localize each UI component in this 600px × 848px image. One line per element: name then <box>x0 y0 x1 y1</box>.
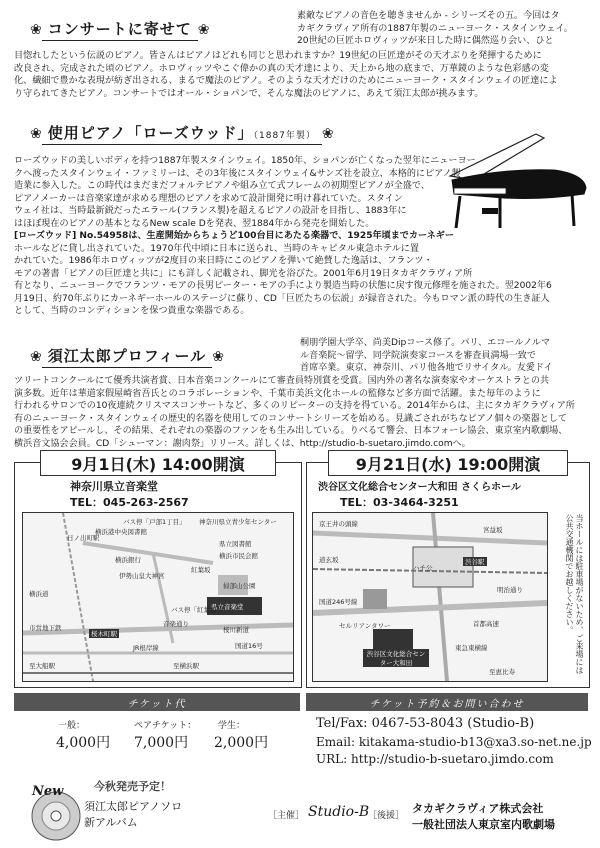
ticket-band: チケット代 <box>14 693 300 711</box>
event1-venue: 神奈川県立音楽堂 <box>70 480 158 493</box>
piano-body: ローズウッドの美しいボディを持つ1887年製スタインウェイ。1850年、ショパンが亡くなった翌年にニューヨー クへ渡ったスタインウェイ・ファミリーは、その3年後にスタインウェイ&サンズ社を設立、本格的にピアノ製 造業に参入した。この時代はまだまだフォルテピアノや組み立て式フレームの初期型ピアノが全盛で、 ピアノメーカーは音楽家達が求める理想のピアノを求めて設計開発に明け暮れていた。スタイン ウェイ社は、当時最新鋭だったエラール(フランス製)を超えるピアノの設計を目指し、1883年に はほぼ現在のピアノの基本となるNew scale Dを発表、翌1884年から発売を開始した。 [ローズウッド] No.54958は、生産開始からちょうど100台目にあたる楽器で、1925年頃までカーネギー ホールなどに貸し出されていた。1970年代中頃に日本に送られ、当時のキャピタル東急ホテルに置 かれていた。1986年ホロヴィッツが2度目の来日時にこのピアノを弾いて絶賛した逸話は、フランツ・ モアの著書「ピアノの巨匠達と共に」にも詳しく記載され、脚光を浴びた。2001年6月19日タカギクラヴィア所 有となり、ニューヨークでフランツ・モアの長男ピーター・モアの手により製造当時の状態に戻す復元修理を施された。翌2002年6 月19日、約70年ぶりにカーネギーホールのステージに蘇り、CD「巨匠たちの伝説」が録音された。今もロマン派の時代の生き証人 として、当時のコンディションを保つ貴重な楽器である。 <box>14 156 552 316</box>
sponsor-main-label: ［主催］ <box>268 811 305 821</box>
ticket-general-label: 一般： <box>58 721 86 731</box>
concert-body: 目惚れしたという伝説のピアノ。皆さんはピアノはどれも同じと思われますか？19世紀の巨匠達がその天才ぶりを発揮するために 改良され、完成された頃のピアノ。ホロヴィッツやこぐ偉かの真の天才達により、天上から地の底まで、万華鏡のような色彩感の変 化、繊細で豊かな表現が紡ぎ出される、まるで魔法のピアノ。そのような天才だけのためにニューヨーク・スタインウェイの匠達によ り守られてきたピアノ。コンサートではオール・ショパンで、そんな魔法のピアノに、あえて須江太郎が挑みます。 <box>14 51 558 99</box>
concert-heading: ❀ コンサートに寄せて ❀ <box>30 18 209 41</box>
profile-intro: 桐朋学園大学卒、尚美Dipコース修了。パリ、エコールノルマ ル音楽院～留学、同学院演奏家コースを審査員満場一致で 首席卒業。東京、神奈川、パリ他各地でリサイタル。友愛ドイ <box>300 338 553 373</box>
ornament-icon: ❀ <box>212 348 224 365</box>
ticket-student-label: 学生： <box>218 721 246 731</box>
profile-body: ツリートコンクールにて優秀共演者賞、日本音楽コンクールにて審査員特別賞を受賞。国内外の著名な演奏家やオーケストラとの共 演多数。近年は華道家假屋崎省吾氏とのコラボレーションや、千葉市美浜文化ホールの監修など多方面で活躍。また毎年のように 行われるサロンでの10夜連続クリスマスコンサートなど、多くのリピーターの支持を得ている。2014年からは、主にタカギクラヴィア所 有のニューヨーク・スタインウェイの歴史的名器を使用してのコンサートシリーズを始める。見識ごされがちなピアノ個々の楽器として の重要性をアピールし、その結果、それぞれの楽器のファンをも生み出している。りべるて響会、日本フォーレ協会、東京室内歌劇場、 横浜音文協会会員。CD「シューマン：謝肉祭」リリース。詳しくは、http://studio-b-suetaro.jimdo.comへ。 <box>14 376 575 449</box>
event2-venue: 渋谷区文化総合センター大和田 さくらホール <box>318 482 521 493</box>
piano-heading: ❀ 使用ピアノ「ローズウッド」（1887年製） ❀ <box>30 122 334 145</box>
sponsor-support2: 一般社団法人東京室内歌劇場 <box>412 818 555 831</box>
event2-map: 京王井の頭線 道玄坂 渋谷駅 国道246号線 セルリアンタワー 渋谷区文化総合センター大和田 ハチ公 明治通り 首都高速 宮益坂 東急東横線 至恵比寿 <box>312 512 548 682</box>
event2-tel: TEL：03-3464-3251 <box>340 496 459 509</box>
inquiry-url[interactable]: URL: http://studio-b-suetaro.jimdo.com <box>316 752 554 766</box>
ticket-student-price: 2,000円 <box>214 735 269 751</box>
ornament-icon: ❀ <box>30 348 42 365</box>
ticket-pair-label: ペアチケット： <box>134 721 197 731</box>
event1-date: 9月1日(木) 14:00開演 <box>40 450 276 476</box>
album-line2: 新アルバム <box>84 816 138 829</box>
ticket-pair-price: 7,000円 <box>134 735 189 751</box>
sponsor-support-label: ［後援］ <box>368 811 405 821</box>
inquiry-tel: Tel/Fax: 0467-53-8043 (Studio-B) <box>316 716 535 731</box>
event1-map-roads <box>23 513 293 681</box>
sponsor-support1: タカギクラヴィア株式会社 <box>412 802 544 815</box>
event2-date: 9月21日(水) 19:00開演 <box>328 450 568 476</box>
album-title: 今秋発売予定！ <box>94 780 171 793</box>
sponsor-main: Studio-B <box>308 804 370 820</box>
inquiry-band: チケット予約＆お問い合わせ <box>306 693 588 711</box>
ornament-icon: ❀ <box>30 21 42 38</box>
profile-heading: ❀ 須江太郎プロフィール ❀ <box>30 345 224 368</box>
parking-note: 当ホールには駐車場がないため、ご来場には公共交通機関でお越しください。 <box>565 514 584 674</box>
event1-tel: TEL：045-263-2567 <box>70 496 189 509</box>
ticket-general-price: 4,000円 <box>56 735 111 751</box>
event1-map: 横浜港中央図書館 横浜銀行 神奈川県立青少年センター 県立図書館 横浜市民会館 紅葉坂 伊勢山皇大神宮 掃部山公園 県立音楽堂 国道16号 日ノ出町駅 桜木町駅 JR根岸線 至大船駅 至横浜駅 市営地下鉄 バス停「戸部1丁目」 バス停「紅葉坂」 音楽通り 桜川新道 横浜道 <box>22 512 294 682</box>
new-badge: New <box>32 784 64 799</box>
inquiry-email[interactable]: Email: kitakama-studio-b13@xa3.so-net.ne.jp <box>316 735 592 749</box>
ornament-icon: ❀ <box>321 125 334 142</box>
album-line1: 須江太郎ピアノソロ <box>84 800 183 813</box>
concert-intro: 素敵なピアノの音色を聴きませんか - シリーズその五。今回はタ カギクラヴィア所有の1887年製のニューヨーク・スタインウェイ。 20世紀の巨匠ホロヴィッツが来日した時に偶然巡り会い、ひと <box>297 11 573 46</box>
ornament-icon: ❀ <box>197 21 210 38</box>
ornament-icon: ❀ <box>30 125 42 142</box>
